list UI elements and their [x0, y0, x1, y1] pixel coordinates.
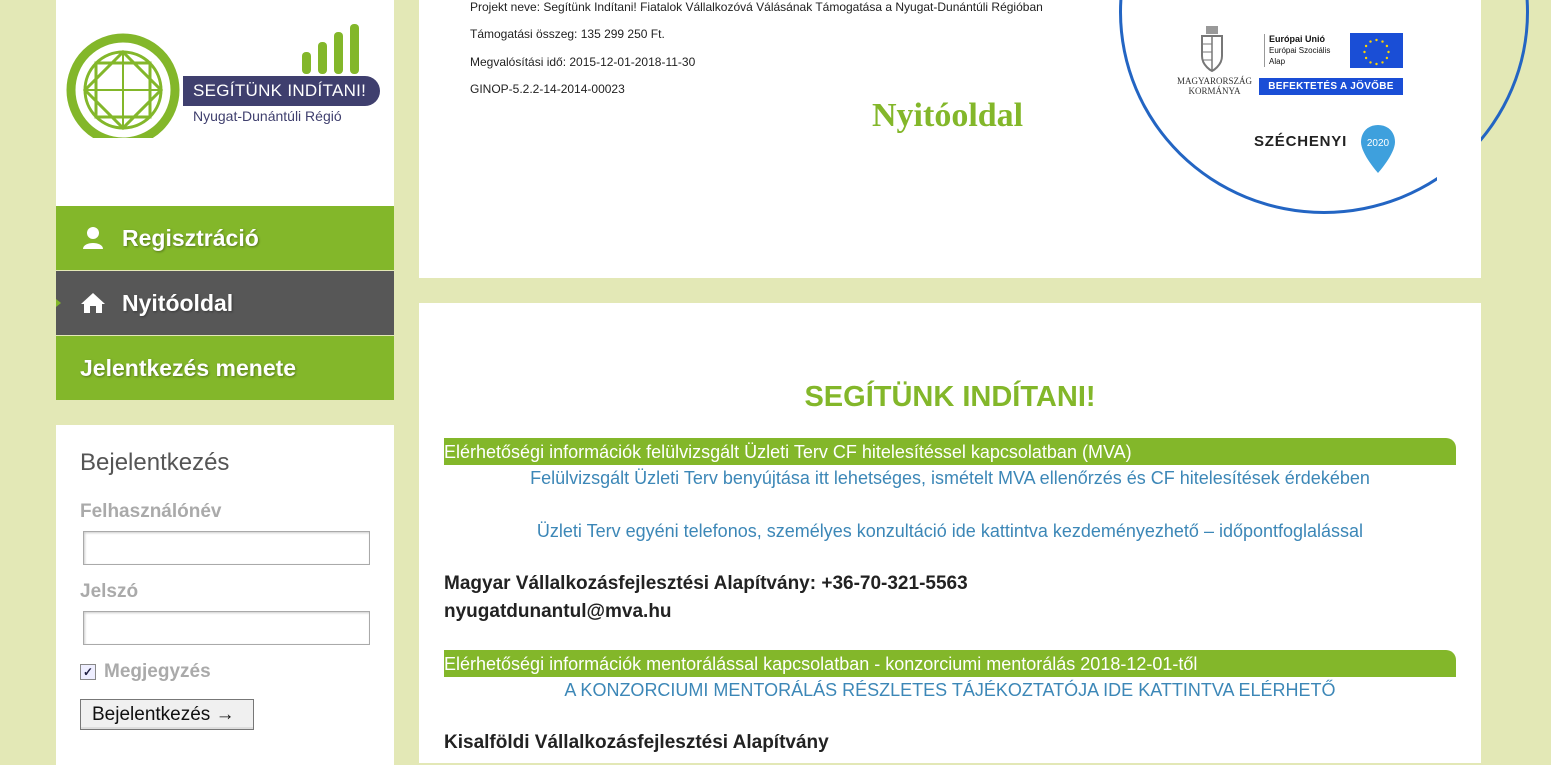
project-name: Projekt neve: Segítünk Indítani! Fiatalok Vállalkozóvá Válásának Támogatása a Nyugat-Dunántúli Régióban	[470, 0, 1043, 14]
section-bar-mentoring: Elérhetőségi információk mentorálással kapcsolatban - konzorciumi mentorálás 2018-12-01-től	[444, 650, 1456, 677]
nav-item-application-process[interactable]	[56, 336, 394, 400]
page-title: Nyitóoldal	[872, 97, 1024, 134]
login-title: Bejelentkezés	[80, 449, 230, 476]
bar-chart-logo-icon	[302, 24, 360, 74]
nav-label-registration: Regisztráció	[122, 224, 259, 251]
password-label: Jelszó	[80, 581, 139, 602]
eu-line3: Alap	[1269, 57, 1286, 66]
eu-line1: Európai Unió	[1269, 34, 1325, 44]
consultation-booking-link[interactable]: Üzleti Terv egyéni telefonos, személyes konzultáció ide kattintva kezdeményezhető – időpontfoglalással	[536, 521, 1364, 541]
mentoring-info-link[interactable]: A KONZORCIUMI MENTORÁLÁS RÉSZLETES TÁJÉKOZTATÓJA IDE KATTINTVA ELÉRHETŐ	[564, 680, 1336, 700]
compass-logo-icon	[66, 18, 186, 138]
government-logo	[1177, 76, 1252, 96]
contact-email[interactable]: nyugatdunantul@mva.hu	[444, 601, 672, 622]
gov-line2: KORMÁNYA	[1188, 86, 1241, 96]
active-indicator	[56, 299, 61, 307]
coat-of-arms-icon	[1200, 26, 1224, 72]
login-button[interactable]: Bejelentkezés →	[80, 699, 254, 730]
logo-banner: SEGÍTÜNK INDÍTANI!	[183, 76, 380, 106]
nav-item-registration[interactable]	[56, 206, 394, 270]
eu-line2: Európai Szociális	[1269, 46, 1331, 55]
content-panel	[419, 303, 1481, 763]
support-amount: Támogatási összeg: 135 299 250 Ft.	[470, 27, 665, 41]
gov-line1: MAGYARORSZÁG	[1177, 76, 1253, 86]
username-label: Felhasználónév	[80, 501, 222, 522]
eu-flag-icon	[1350, 33, 1403, 68]
nav-label-home: Nyitóoldal	[122, 289, 234, 316]
home-icon	[80, 290, 106, 316]
project-code: GINOP-5.2.2-14-2014-00023	[470, 82, 625, 96]
project-period: Megvalósítási idő: 2015-12-01-2018-11-30	[470, 55, 696, 69]
logo-subtitle: Nyugat-Dunántúli Régió	[193, 108, 342, 124]
szechenyi-year: 2020	[1366, 138, 1390, 149]
main-heading: SEGÍTÜNK INDÍTANI!	[804, 381, 1096, 413]
remember-checkbox[interactable]: ✓	[80, 664, 96, 680]
logo[interactable]	[56, 0, 394, 206]
remember-me[interactable]	[80, 661, 370, 683]
section-bar-mva: Elérhetőségi információk felülvizsgált Üzleti Terv CF hitelesítéssel kapcsolatban (MVA)	[444, 438, 1456, 465]
contact-organization: Magyar Vállalkozásfejlesztési Alapítvány: +36-70-321-5563	[444, 573, 968, 594]
nav-label-application-process: Jelentkezés menete	[80, 354, 297, 381]
eu-logo-text	[1264, 34, 1330, 67]
username-input[interactable]	[83, 531, 370, 565]
business-plan-submit-link[interactable]: Felülvizsgált Üzleti Terv benyújtása itt lehetséges, ismételt MVA ellenőrzés és CF hitelesítések érdekében	[530, 468, 1370, 488]
password-input[interactable]	[83, 611, 370, 645]
login-panel	[56, 425, 394, 765]
nav-item-home[interactable]	[56, 271, 394, 335]
szechenyi-logo: SZÉCHENYI	[1254, 133, 1348, 150]
remember-label: Megjegyzés	[104, 661, 211, 682]
sidebar	[56, 0, 394, 765]
location-pin-icon	[1360, 124, 1396, 174]
user-icon	[80, 225, 106, 251]
header-panel	[419, 0, 1481, 278]
eu-invest-banner: BEFEKTETÉS A JÖVŐBE	[1259, 78, 1403, 95]
organization-name: Kisalföldi Vállalkozásfejlesztési Alapítvány	[444, 732, 829, 753]
